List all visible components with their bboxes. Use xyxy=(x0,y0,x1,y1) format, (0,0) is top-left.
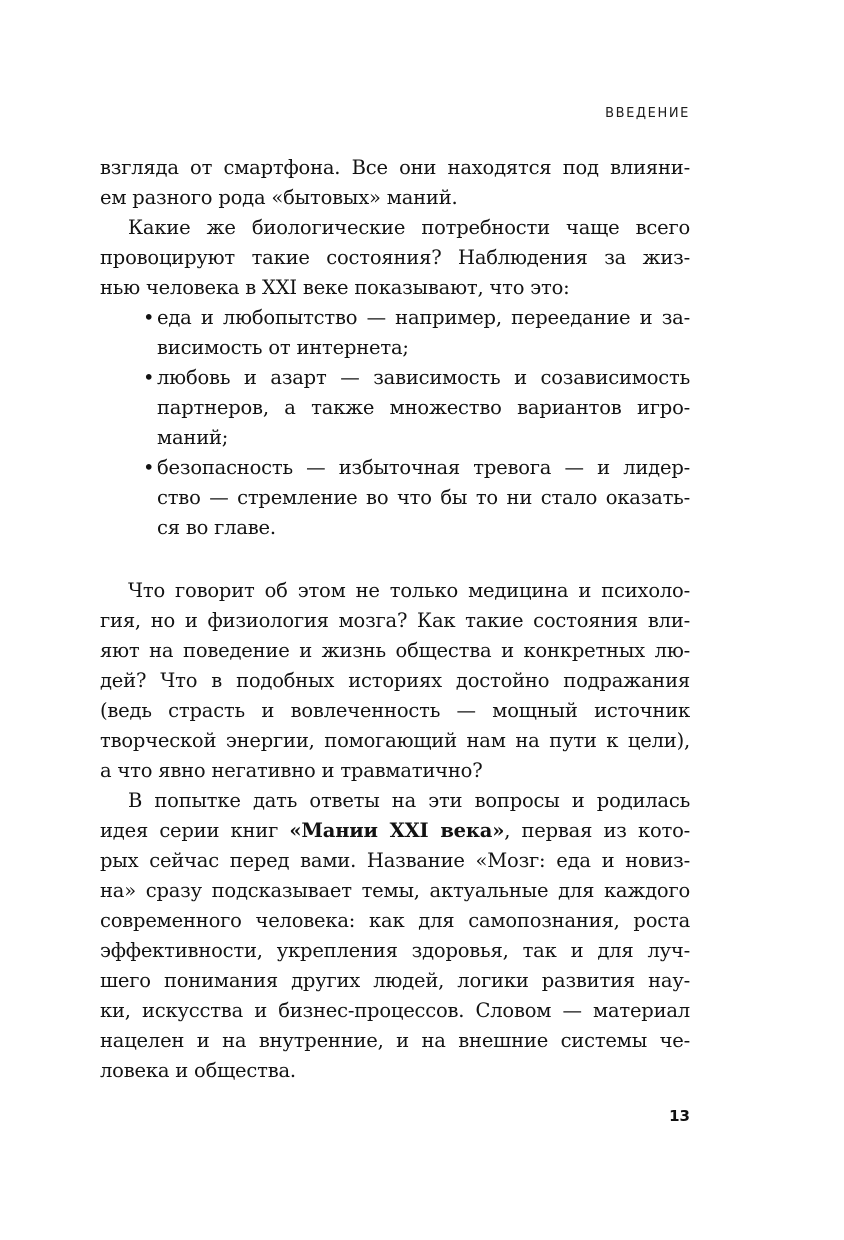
paragraph xyxy=(100,153,690,213)
paragraph xyxy=(100,576,690,786)
text-line: маний; xyxy=(157,426,229,449)
text-line: провоцируют такие состояния? Наблюдения за жиз- xyxy=(100,246,690,269)
page-number: 13 xyxy=(669,1107,690,1125)
text-line: еда и любопытство — например, переедание и за- xyxy=(157,306,690,329)
bullet-marker-icon: • xyxy=(143,456,155,479)
text-line: нью человека в XXI веке показывают, что это: xyxy=(100,276,570,299)
body-text xyxy=(100,153,690,1086)
text-line: рых сейчас перед вами. Название «Мозг: еда и новиз- xyxy=(100,849,690,872)
text-line: ловека и общества. xyxy=(100,1059,296,1082)
bullet-marker-icon: • xyxy=(143,306,155,329)
text-line: висимость от интернета; xyxy=(157,336,409,359)
text-line: шего понимания других людей, логики развития нау- xyxy=(100,969,690,992)
text-line: эффективности, укрепления здоровья, так и для луч- xyxy=(100,939,690,962)
series-title-bold: «Мании XXI века» xyxy=(289,819,505,842)
running-header: ВВЕДЕНИЕ xyxy=(605,106,690,121)
text-line: гия, но и физиология мозга? Как такие состояния вли- xyxy=(100,609,690,632)
text-line: партнеров, а также множество вариантов игро- xyxy=(157,396,690,419)
text-line: ем разного рода «бытовых» маний. xyxy=(100,186,458,209)
text-line: яют на поведение и жизнь общества и конкретных лю- xyxy=(100,639,690,662)
list-item xyxy=(100,303,690,363)
bullet-list xyxy=(100,303,690,543)
text-line: ство — стремление во что бы то ни стало оказать- xyxy=(157,486,690,509)
text-line: ся во главе. xyxy=(157,516,276,539)
list-item xyxy=(100,453,690,543)
text-line: нацелен и на внутренние, и на внешние системы че- xyxy=(100,1029,690,1052)
text-line: (ведь страсть и вовлеченность — мощный источник xyxy=(100,699,690,722)
text-line: а что явно негативно и травматично? xyxy=(100,759,483,782)
list-item xyxy=(100,363,690,453)
text-line: безопасность — избыточная тревога — и лидер- xyxy=(157,456,690,479)
text-line: взгляда от смартфона. Все они находятся под влияни- xyxy=(100,156,690,179)
text-line: творческой энергии, помогающий нам на пути к цели), xyxy=(100,729,690,752)
text-line: современного человека: как для самопознания, роста xyxy=(100,909,690,932)
paragraph xyxy=(100,786,690,1086)
text-line xyxy=(100,816,690,846)
paragraph xyxy=(100,213,690,303)
text-line: на» сразу подсказывает темы, актуальные для каждого xyxy=(100,879,690,902)
text-line: В попытке дать ответы на эти вопросы и родилась xyxy=(128,789,690,812)
text-line: дей? Что в подобных историях достойно подражания xyxy=(100,669,690,692)
text-segment: идея серии книг xyxy=(100,819,290,842)
text-line: Что говорит об этом не только медицина и психоло- xyxy=(128,579,690,602)
bullet-marker-icon: • xyxy=(143,366,155,389)
text-line: ки, искусства и бизнес-процессов. Словом — материал xyxy=(100,999,690,1022)
text-line: Какие же биологические потребности чаще всего xyxy=(128,216,690,239)
text-line: любовь и азарт — зависимость и созависимость xyxy=(157,366,690,389)
text-segment: , первая из кото- xyxy=(504,819,691,842)
